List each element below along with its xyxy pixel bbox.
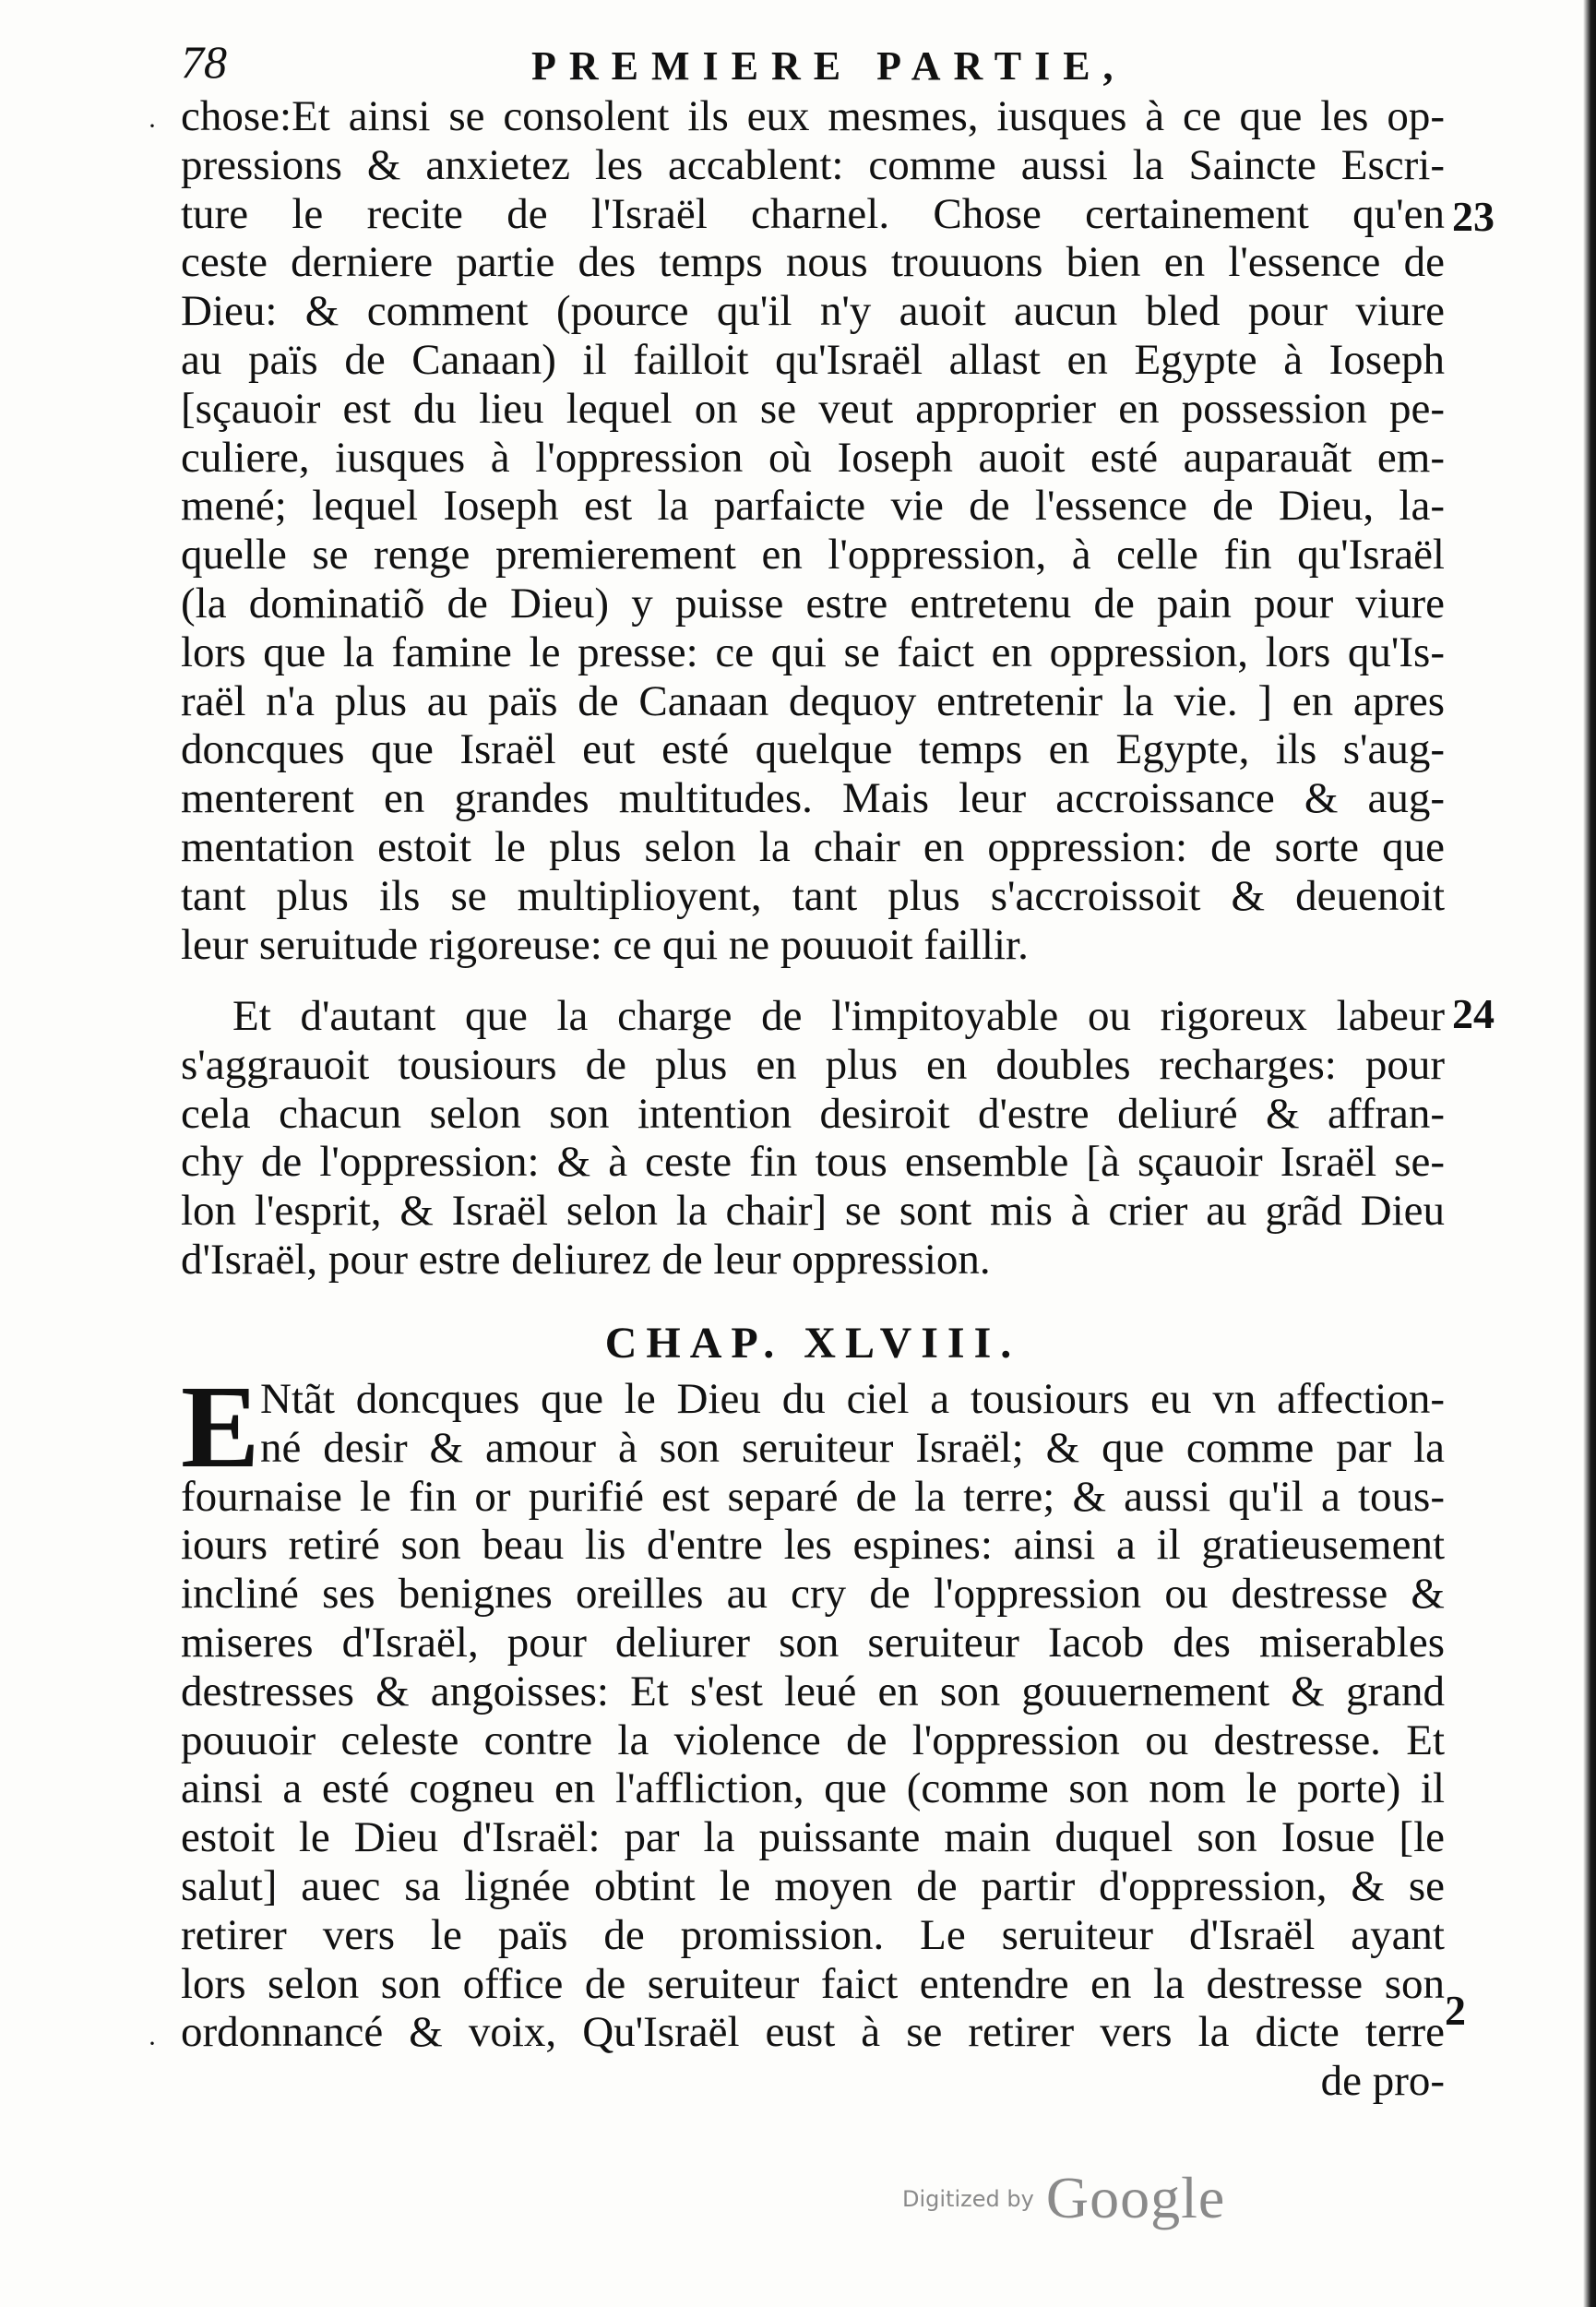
text-line: culiere, iusques à l'oppression où Ioseph auoit esté auparauãt em- [181,433,1445,482]
digitized-watermark [902,2164,1225,2232]
text-line: destresses & angoisses: Et s'est leué en son gouuernement & grand [181,1667,1445,1715]
catchword: de pro- [1320,2057,1445,2106]
text-line: mené; lequel Ioseph est la parfaicte vie de l'essence de Dieu, la- [181,482,1445,531]
verse-number-23: 23 [1452,193,1495,240]
text-line: d'Israël, pour estre deliurez de leur oppression. [181,1235,991,1284]
text-line: estoit le Dieu d'Israël: par la puissante main duquel son Iosue [le [181,1813,1445,1862]
scan-edge [1583,0,1596,2307]
chapter-body [181,1361,1445,2106]
verse-number-2: 2 [1445,1987,1466,2034]
text-line: incliné ses benignes oreilles au cry de l'oppression ou destresse & [181,1570,1445,1619]
text-line: ordonnancé & voix, Qu'Israël eust à se retirer vers la dicte terre [181,2008,1445,2057]
text-line: salut] auec sa lignée obtint le moyen de partir d'oppression, & se [181,1861,1445,1910]
text-line: [sçauoir est du lieu lequel on se veut approprier en possession pe- [181,384,1445,433]
text-line: ceste derniere partie des temps nous trouuons bien en l'essence de [181,238,1445,287]
text-line: cela chacun selon son intention desiroit d'estre deliuré & affran- [181,1089,1445,1138]
page-header [181,35,1463,90]
text-line: né desir & amour à son seruiteur Israël; & que comme par la [260,1423,1445,1472]
text-line: lors selon son office de seruiteur faict entendre en la destresse son [181,1959,1445,2008]
text-line: Ntãt doncques que le Dieu du ciel a tousiours eu vn affection- [260,1375,1445,1423]
text-line: lors que la famine le presse: ce qui se faict en oppression, lors qu'Is- [181,628,1445,676]
text-line: menterent en grandes multitudes. Mais leur accroissance & aug- [181,774,1445,823]
paragraph-section-1 [181,92,1445,969]
text-line: quelle se renge premierement en l'oppression, à celle fin qu'Israël [181,531,1445,580]
text-line: mentation estoit le plus selon la chair en oppression: de sorte que [181,822,1445,871]
page-number: 78 [181,36,227,88]
text-line: Et d'autant que la charge de l'impitoyable ou rigoreux labeur [232,992,1445,1040]
text-line: ainsi a esté cogneu en l'affliction, que (comme son nom le porte) il [181,1764,1445,1813]
chapter-title: CHAP. XLVIII. [604,1319,1021,1368]
text-line: raël n'a plus au païs de Canaan dequoy entretenir la vie. ] en apres [181,676,1445,725]
text-line: fournaise le fin or purifié est separé de la terre; & aussi qu'il a tous- [181,1472,1445,1521]
text-line: chy de l'oppression: & à ceste fin tous ensemble [à sçauoir Israël se- [181,1138,1445,1187]
text-line: miseres d'Israël, pour deliurer son seruiteur Iacob des miserables [181,1618,1445,1667]
verse-number-24: 24 [1452,990,1495,1037]
text-line: lon l'esprit, & Israël selon la chair] se sont mis à crier au grãd Dieu [181,1187,1445,1236]
text-line: s'aggrauoit tousiours de plus en plus en doubles recharges: pour [181,1040,1445,1089]
text-line: (la dominatiõ de Dieu) y puisse estre entretenu de pain pour viure [181,579,1445,628]
text-line: pressions & anxietez les accablent: comme aussi la Saincte Escri- [181,140,1445,189]
running-head: PREMIERE PARTIE, [531,43,1126,89]
text-line: Dieu: & comment (pource qu'il n'y auoit aucun bled pour viure [181,287,1445,336]
paragraph-section-2 [181,992,1445,1285]
text-line: chose:Et ainsi se consolent ils eux mesmes, iusques à ce que les op- [181,92,1445,140]
google-logo: Google [1045,2165,1226,2230]
text-line: retirer vers le païs de promission. Le seruiteur d'Israël ayant [181,1910,1445,1959]
text-line: doncques que Israël eut esté quelque temps en Egypte, ils s'aug- [181,725,1445,774]
ink-speck: · [148,111,157,141]
text-line: leur seruitude rigoreuse: ce qui ne pouuoit faillir. [181,920,1029,969]
text-line: au païs de Canaan) il failloit qu'Israël allast en Egypte à Ioseph [181,335,1445,384]
text-line: tant plus ils se multiplioyent, tant plus s'accroissoit & deuenoit [181,871,1445,920]
text-line: pouuoir celeste contre la violence de l'oppression ou destresse. Et [181,1715,1445,1764]
text-line: ture le recite de l'Israël charnel. Chose certainement qu'en [181,189,1445,238]
digitized-by-text: Digitized by [902,2186,1034,2212]
text-line: iours retiré son beau lis d'entre les espines: ainsi a il gratieusement [181,1521,1445,1570]
drop-cap: E [181,1361,260,1492]
ink-speck: · [148,2028,157,2059]
